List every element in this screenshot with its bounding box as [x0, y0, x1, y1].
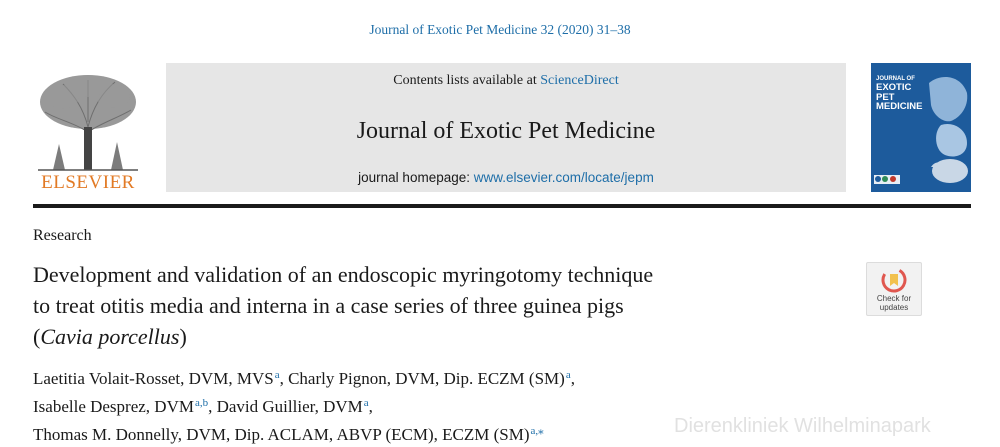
article-title-line: to treat otitis media and interna in a case series of three guinea pigs — [33, 293, 624, 318]
cover-title — [876, 75, 936, 112]
journal-citation[interactable] — [0, 22, 1000, 38]
author-affiliation-link[interactable]: a,b — [194, 397, 209, 409]
article-section-label: Research — [33, 227, 92, 244]
header-divider — [33, 204, 971, 208]
author-name: Isabelle Desprez, DVM — [33, 397, 194, 416]
elsevier-logo[interactable] — [33, 72, 143, 194]
watermark-text: Dierenkliniek Wilhelminapark — [674, 415, 931, 437]
author-separator: , — [570, 369, 575, 388]
check-updates-label: updates — [879, 302, 909, 312]
check-for-updates-button[interactable] — [866, 262, 922, 316]
cover-title-line: PET — [876, 91, 895, 103]
homepage-prefix: journal homepage: — [358, 170, 474, 185]
journal-homepage — [166, 170, 846, 185]
cover-title-line: JOURNAL OF — [876, 76, 915, 82]
author-name: Charly Pignon, DVM, Dip. ECZM (SM) — [288, 369, 565, 388]
author-separator: , — [208, 397, 217, 416]
title-paren-close: ) — [179, 324, 187, 349]
author-line — [33, 363, 853, 391]
author-separator: , — [279, 369, 289, 388]
journal-header-box — [166, 63, 846, 192]
cover-title-line: EXOTIC — [876, 82, 912, 93]
homepage-link[interactable]: www.elsevier.com/locate/jepm — [473, 170, 654, 185]
title-paren-open: ( — [33, 324, 41, 349]
journal-cover-thumbnail[interactable] — [871, 63, 971, 192]
check-updates-label: Check for — [876, 294, 912, 303]
species-name: Cavia porcellus — [40, 324, 180, 349]
journal-name: Journal of Exotic Pet Medicine — [356, 118, 656, 144]
corresponding-author-link[interactable]: a,⁎ — [530, 425, 544, 437]
author-separator: , — [368, 397, 373, 416]
contents-prefix: Contents lists available at — [393, 73, 541, 88]
contents-availability — [166, 73, 846, 89]
article-title-line — [33, 321, 833, 352]
cover-title-line: MEDICINE — [876, 101, 923, 112]
author-name: David Guillier, DVM — [216, 397, 363, 416]
author-affiliation-link[interactable]: a — [565, 369, 571, 381]
author-affiliation-link[interactable]: a — [274, 369, 280, 381]
check-updates-icon — [881, 267, 907, 293]
author-name: Laetitia Volait-Rosset, DVM, MVS — [33, 369, 274, 388]
article-title — [33, 259, 833, 352]
author-affiliation-link[interactable]: a — [363, 397, 369, 409]
elsevier-tree-icon — [33, 72, 143, 172]
citation-link[interactable]: Journal of Exotic Pet Medicine 32 (2020) 31–38 — [369, 22, 631, 37]
sciencedirect-link[interactable]: ScienceDirect — [540, 73, 619, 88]
elsevier-wordmark: ELSEVIER — [41, 172, 135, 193]
article-title-line: Development and validation of an endoscopic myringotomy technique — [33, 262, 654, 287]
author-name: Thomas M. Donnelly, DVM, Dip. ACLAM, ABVP (ECM), ECZM (SM) — [33, 425, 530, 444]
